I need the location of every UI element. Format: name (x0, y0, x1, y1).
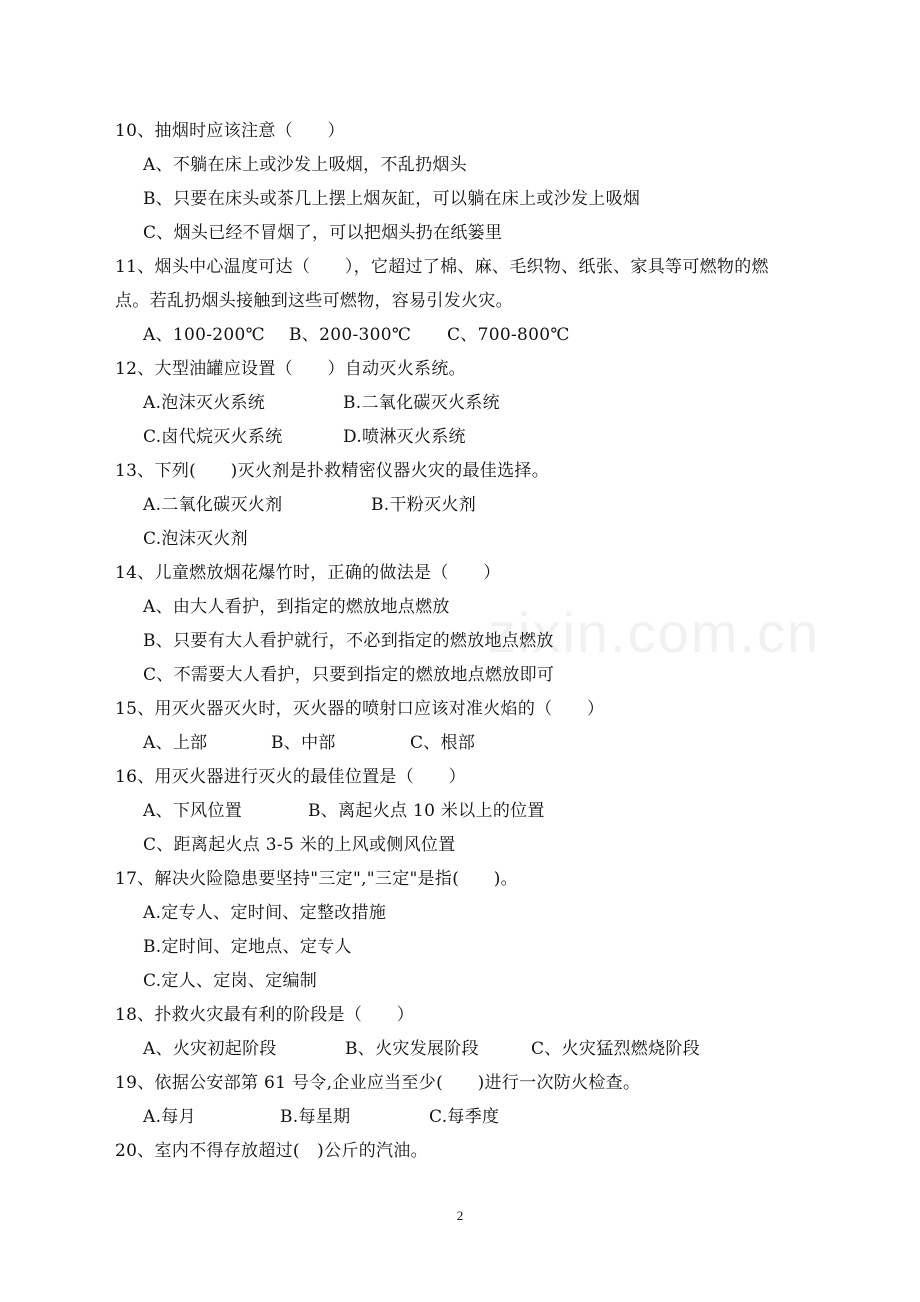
question-14-option-c: C、不需要大人看护，只要到指定的燃放地点燃放即可 (143, 665, 555, 685)
question-16-option-b: B、离起火点 10 米以上的位置 (308, 801, 545, 821)
question-11-option-a: A、100-200℃ (143, 325, 265, 345)
page-number: 2 (456, 1208, 464, 1223)
question-10-option-c: C、烟头已经不冒烟了，可以把烟头扔在纸篓里 (143, 223, 503, 243)
question-18-option-b: B、火灾发展阶段 (345, 1039, 479, 1059)
question-17-option-c: C.定人、定岗、定编制 (143, 971, 318, 991)
question-11-stem-continued: 点。若乱扔烟头接触到这些可燃物，容易引发火灾。 (115, 291, 513, 311)
question-10-option-a: A、不躺在床上或沙发上吸烟，不乱扔烟头 (143, 155, 467, 175)
question-13-option-a: A.二氧化碳灭火剂 (143, 495, 283, 515)
question-10-stem: 10、抽烟时应该注意（ ） (115, 121, 345, 141)
question-12-stem: 12、大型油罐应设置（ ）自动灭火系统。 (115, 359, 466, 379)
question-13-stem: 13、下列( )灭火剂是扑救精密仪器火灾的最佳选择。 (115, 461, 549, 481)
watermark: zixin.com.cn (488, 601, 821, 664)
question-12-option-c: C.卤代烷灭火系统 (143, 427, 283, 447)
question-11-option-c: C、700-800℃ (447, 325, 570, 345)
question-14-option-a: A、由大人看护，到指定的燃放地点燃放 (143, 597, 450, 617)
question-19-option-c: C.每季度 (429, 1107, 500, 1127)
question-12-option-d: D.喷淋灭火系统 (343, 427, 466, 447)
question-15-option-a: A、上部 (143, 733, 208, 753)
question-17-option-a: A.定专人、定时间、定整改措施 (143, 903, 387, 923)
question-16-option-a: A、下风位置 (143, 801, 243, 821)
question-19-option-a: A.每月 (143, 1107, 196, 1127)
question-13-option-c: C.泡沫灭火剂 (143, 529, 248, 549)
question-15-option-c: C、根部 (410, 733, 476, 753)
question-11-option-b: B、200-300℃ (289, 325, 412, 345)
question-18-option-a: A、火灾初起阶段 (143, 1039, 277, 1059)
question-18-stem: 18、扑救火灾最有利的阶段是（ ） (115, 1005, 415, 1025)
question-16-stem: 16、用灭火器进行灭火的最佳位置是（ ） (115, 767, 466, 787)
question-17-option-b: B.定时间、定地点、定专人 (143, 937, 352, 957)
question-12-option-b: B.二氧化碳灭火系统 (343, 393, 500, 413)
question-10-option-b: B、只要在床头或茶几上摆上烟灰缸，可以躺在床上或沙发上吸烟 (143, 189, 641, 209)
question-19-option-b: B.每星期 (280, 1107, 351, 1127)
question-15-stem: 15、用灭火器灭火时，灭火器的喷射口应该对准火焰的（ ） (115, 699, 605, 719)
question-17-stem: 17、解决火险隐患要坚持"三定","三定"是指( )。 (115, 869, 518, 889)
question-20-stem: 20、室内不得存放超过( )公斤的汽油。 (115, 1141, 428, 1161)
question-14-option-b: B、只要有大人看护就行，不必到指定的燃放地点燃放 (143, 631, 554, 651)
question-14-stem: 14、儿童燃放烟花爆竹时，正确的做法是（ ） (115, 563, 501, 583)
question-12-option-a: A.泡沫灭火系统 (143, 393, 266, 413)
question-18-option-c: C、火灾猛烈燃烧阶段 (531, 1039, 701, 1059)
question-11-stem: 11、烟头中心温度可达（ ），它超过了棉、麻、毛织物、纸张、家具等可燃物的燃 (115, 257, 769, 277)
question-15-option-b: B、中部 (271, 733, 336, 753)
question-13-option-b: B.干粉灭火剂 (371, 495, 476, 515)
question-19-stem: 19、依据公安部第 61 号令,企业应当至少( )进行一次防火检查。 (115, 1073, 641, 1093)
question-16-option-c: C、距离起火点 3-5 米的上风或侧风位置 (143, 835, 456, 855)
